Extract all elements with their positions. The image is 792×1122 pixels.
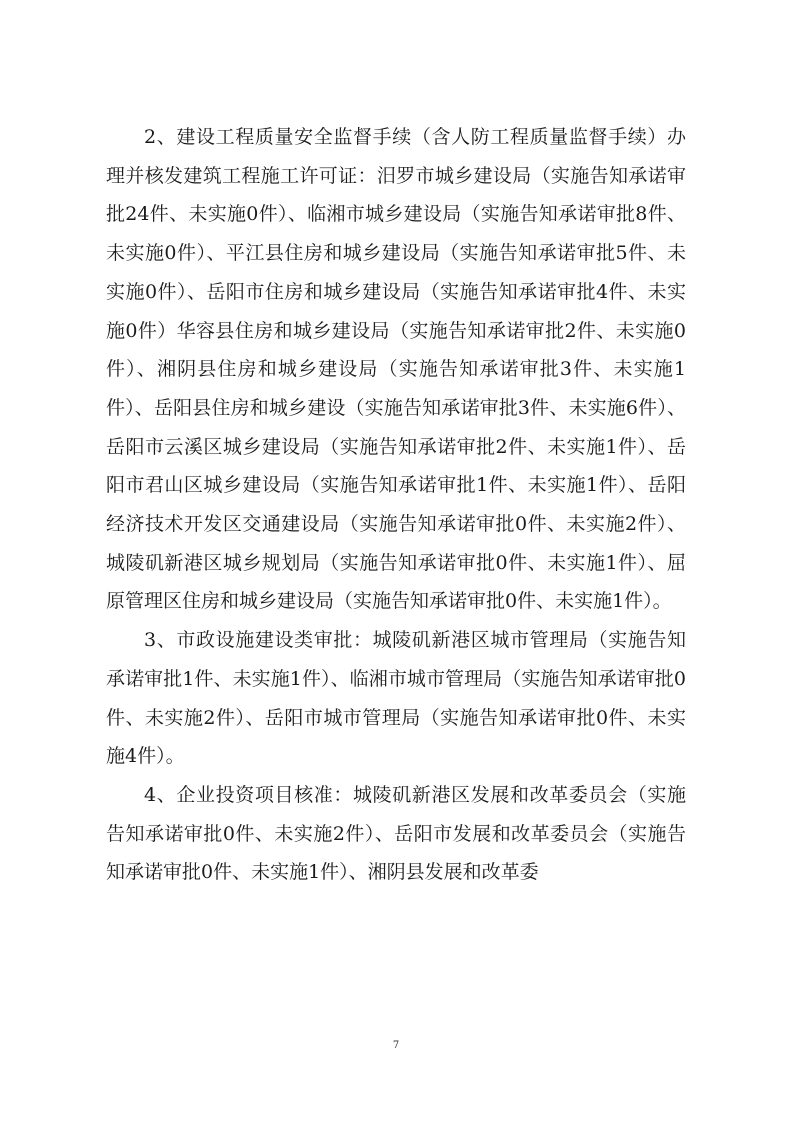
paragraph-item-4: 4、企业投资项目核准：城陵矶新港区发展和改革委员会（实施告知承诺审批0件、未实施2件）、岳阳市发展和改革委员会（实施告知承诺审批0件、未实施1件）、湘阴县发展和改革委 (106, 783, 686, 884)
document-body (106, 118, 686, 892)
page-number: 7 (392, 1040, 400, 1051)
paragraph-item-3: 3、市政设施建设类审批：城陵矶新港区城市管理局（实施告知承诺审批1件、未实施1件）、临湘市城市管理局（实施告知承诺审批0件、未实施2件）、岳阳市城市管理局（实施告知承诺审批0件、未实施4件）。 (106, 629, 686, 768)
paragraph-item-2: 2、建设工程质量安全监督手续（含人防工程质量监督手续）办理并核发建筑工程施工许可证：汨罗市城乡建设局（实施告知承诺审批24件、未实施0件）、临湘市城乡建设局（实施告知承诺审批8件、未实施0件）、平江县住房和城乡建设局（实施告知承诺审批5件、未实施0件）、岳阳市住房和城乡建设局（实施告知承诺审批4件、未实施0件）华容县住房和城乡建设局（实施告知承诺审批2件、未实施0件）、湘阴县住房和城乡建设局（实施告知承诺审批3件、未实施1件）、岳阳县住房和城乡建设（实施告知承诺审批3件、未实施6件）、岳阳市云溪区城乡建设局（实施告知承诺审批2件、未实施1件）、岳阳市君山区城乡建设局（实施告知承诺审批1件、未实施1件）、岳阳经济技术开发区交通建设局（实施告知承诺审批0件、未实施2件）、城陵矶新港区城乡规划局（实施告知承诺审批0件、未实施1件）、屈原管理区住房和城乡建设局（实施告知承诺审批0件、未实施1件）。 (106, 126, 686, 613)
